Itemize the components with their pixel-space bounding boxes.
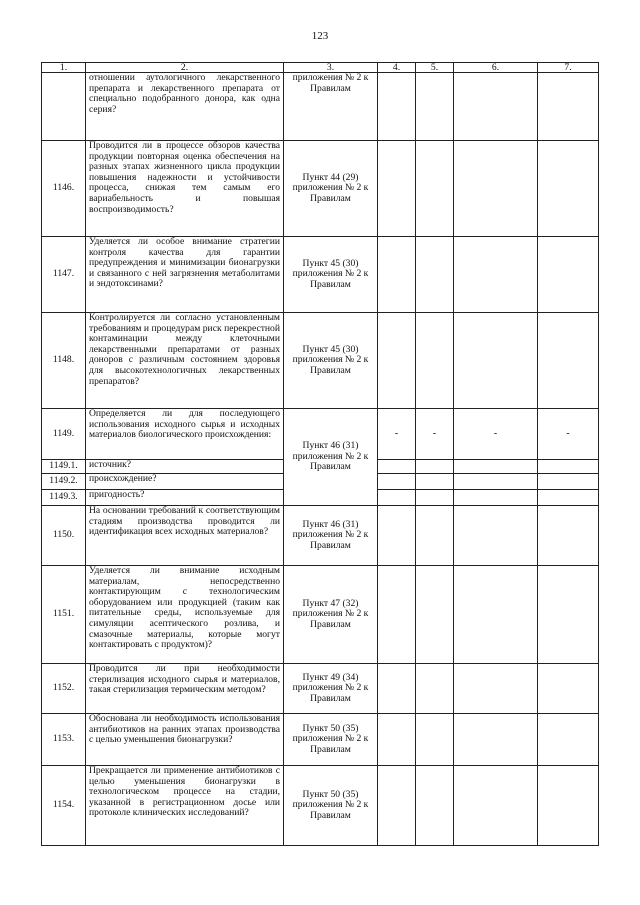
header-cell: 5. — [416, 63, 454, 73]
row-number: 1148. — [42, 313, 86, 409]
empty-cell — [378, 506, 416, 566]
question-text: отношении аутологичного лекарственного препарата и лекарственного препарата от специально подобранного донора, как одна серия? — [86, 73, 284, 141]
row-number: 1147. — [42, 237, 86, 313]
row-number: 1150. — [42, 506, 86, 566]
empty-cell — [454, 506, 538, 566]
row-number: 1152. — [42, 664, 86, 714]
dash-mark: - — [454, 409, 538, 460]
empty-cell — [416, 141, 454, 237]
empty-cell — [378, 490, 416, 506]
header-cell: 1. — [42, 63, 86, 73]
empty-cell — [454, 313, 538, 409]
empty-cell — [416, 664, 454, 714]
empty-cell — [416, 474, 454, 490]
reference-text: Пункт 50 (35) приложения № 2 к Правилам — [284, 766, 378, 846]
dash-mark: - — [416, 409, 454, 460]
question-text: Определяется ли для последующего использования исходного сырья и исходных материалов биологического происхождения: — [86, 409, 284, 460]
header-cell: 6. — [454, 63, 538, 73]
empty-cell — [416, 490, 454, 506]
empty-cell — [378, 664, 416, 714]
empty-cell — [378, 313, 416, 409]
reference-text: Пункт 44 (29) приложения № 2 к Правилам — [284, 141, 378, 237]
empty-cell — [538, 237, 599, 313]
empty-cell — [416, 506, 454, 566]
empty-cell — [538, 474, 599, 490]
empty-cell — [538, 141, 599, 237]
table-row — [42, 73, 599, 141]
row-number: 1149. — [42, 409, 86, 460]
header-cell: 4. — [378, 63, 416, 73]
empty-cell — [416, 714, 454, 766]
row-number: 1149.3. — [42, 490, 86, 506]
empty-cell — [454, 566, 538, 664]
question-text: Уделяется ли внимание исходным материалам, непосредственно контактирующим с технологическим оборудованием или продукцией (таким как питательные среды, используемые для симуляции асептического розлива, и смазочные материалы, которые могут контактировать с продуктом)? — [86, 566, 284, 664]
dash-mark: - — [378, 409, 416, 460]
empty-cell — [454, 474, 538, 490]
empty-cell — [538, 73, 599, 141]
row-number: 1151. — [42, 566, 86, 664]
empty-cell — [378, 474, 416, 490]
empty-cell — [378, 766, 416, 846]
table-row — [42, 313, 599, 409]
empty-cell — [416, 460, 454, 474]
empty-cell — [538, 664, 599, 714]
empty-cell — [454, 237, 538, 313]
empty-cell — [538, 490, 599, 506]
table-row — [42, 714, 599, 766]
question-text: источник? — [86, 460, 284, 474]
empty-cell — [538, 460, 599, 474]
empty-cell — [416, 73, 454, 141]
question-text: происхождение? — [86, 474, 284, 490]
empty-cell — [416, 566, 454, 664]
question-text: Прекращается ли применение антибиотиков с целью уменьшения бионагрузки в технологическом процессе на стадии, указанной в регистрационном досье или протоколе клинических исследований? — [86, 766, 284, 846]
requirements-table — [41, 62, 599, 846]
empty-cell — [378, 714, 416, 766]
row-number: 1154. — [42, 766, 86, 846]
empty-cell — [378, 566, 416, 664]
table-row — [42, 506, 599, 566]
table-row — [42, 766, 599, 846]
row-number: 1146. — [42, 141, 86, 237]
empty-cell — [378, 73, 416, 141]
empty-cell — [416, 237, 454, 313]
empty-cell — [378, 460, 416, 474]
table-row — [42, 409, 599, 460]
row-number: 1153. — [42, 714, 86, 766]
empty-cell — [538, 566, 599, 664]
question-text: пригодность? — [86, 490, 284, 506]
table-row — [42, 237, 599, 313]
table-row — [42, 141, 599, 237]
empty-cell — [454, 141, 538, 237]
empty-cell — [454, 664, 538, 714]
question-text: Уделяется ли особое внимание стратегии контроля качества для гарантии предупреждения и минимизации бионагрузки и связанного с ней загрязнения метаболитами и эндотоксинами? — [86, 237, 284, 313]
reference-text: Пункт 47 (32) приложения № 2 к Правилам — [284, 566, 378, 664]
page-number: 123 — [311, 30, 329, 42]
empty-cell — [454, 490, 538, 506]
question-text: Проводится ли при необходимости стерилизация исходного сырья и материалов, такая стерилизация термическим методом? — [86, 664, 284, 714]
table-row — [42, 566, 599, 664]
reference-text: Пункт 46 (31) приложения № 2 к Правилам — [284, 506, 378, 566]
question-text: Обоснована ли необходимость использования антибиотиков на ранних этапах производства с целью уменьшения бионагрузки? — [86, 714, 284, 766]
header-cell: 2. — [86, 63, 284, 73]
empty-cell — [416, 313, 454, 409]
header-cell: 3. — [284, 63, 378, 73]
header-row — [42, 63, 599, 73]
empty-cell — [454, 714, 538, 766]
question-text: На основании требований к соответствующим стадиям производства проводится ли идентификация всех исходных материалов? — [86, 506, 284, 566]
empty-cell — [416, 766, 454, 846]
reference-text: Пункт 45 (30) приложения № 2 к Правилам — [284, 237, 378, 313]
reference-text: Пункт 45 (30) приложения № 2 к Правилам — [284, 313, 378, 409]
empty-cell — [454, 460, 538, 474]
row-number — [42, 73, 86, 141]
header-cell: 7. — [538, 63, 599, 73]
empty-cell — [454, 73, 538, 141]
dash-mark: - — [538, 409, 599, 460]
reference-text: приложения № 2 к Правилам — [284, 73, 378, 141]
reference-text: Пункт 49 (34) приложения № 2 к Правилам — [284, 664, 378, 714]
reference-text: Пункт 46 (31) приложения № 2 к Правилам — [284, 409, 378, 506]
table-row — [42, 664, 599, 714]
row-number: 1149.2. — [42, 474, 86, 490]
empty-cell — [378, 141, 416, 237]
empty-cell — [454, 766, 538, 846]
reference-text: Пункт 50 (35) приложения № 2 к Правилам — [284, 714, 378, 766]
question-text: Контролируется ли согласно установленным требованиям и процедурам риск перекрестной контаминации между клеточными лекарственными препаратами от разных доноров с различным состоянием здоровья для высокотехнологичных лекарственных препаратов? — [86, 313, 284, 409]
empty-cell — [538, 313, 599, 409]
empty-cell — [378, 237, 416, 313]
question-text: Проводится ли в процессе обзоров качества продукции повторная оценка обеспечения на разных этапах жизненного цикла продукции повышения надежности и устойчивости процесса, снижая тем самым его вариабельность и повышая воспроизводимость? — [86, 141, 284, 237]
empty-cell — [538, 766, 599, 846]
empty-cell — [538, 714, 599, 766]
row-number: 1149.1. — [42, 460, 86, 474]
empty-cell — [538, 506, 599, 566]
